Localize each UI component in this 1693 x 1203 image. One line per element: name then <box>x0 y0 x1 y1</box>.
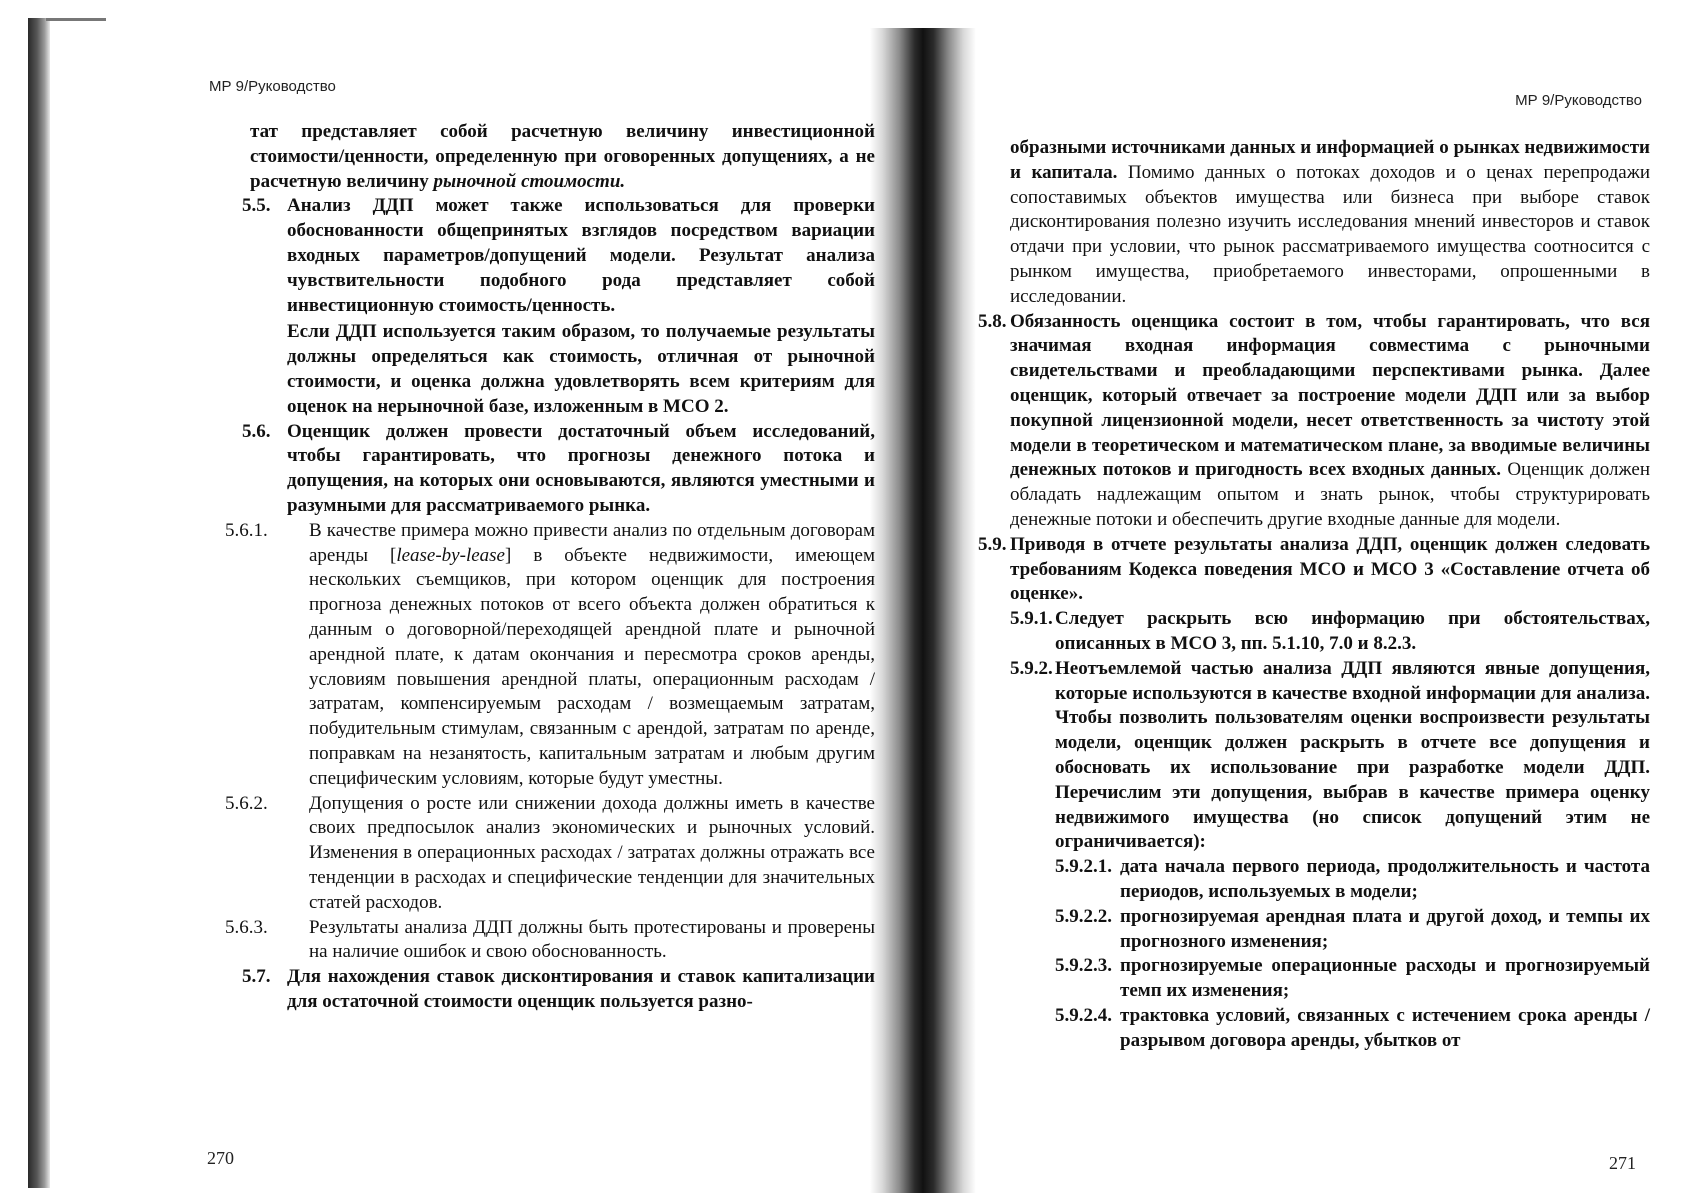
continued-paragraph <box>205 120 875 194</box>
scan-corner-mark <box>46 18 106 21</box>
section-5-6 <box>205 420 875 519</box>
section-text-rest: ] в объекте недвижимости, имеющем нескольких съемщиков, при котором оценщик для построения прогноза денежных потоков от всего объекта должен обратиться к данным о договорной/переходящей арендной плате и рыночной арендной плате, к датам окончания и пересмотра сроков аренды, условиям повышения арендной платы, операционным расходам / затратам, компенсируемым расходам / возмещаемым затратам, побудительным стимулам, связанным с арендой, затратам по аренде, поправкам на незанятость, капитальным затратам и любым другим специфическим условиям, которые будут уместны. <box>309 544 875 789</box>
paragraph-text: Помимо данных о потоках доходов и о ценах перепродажи сопоставимых объектов имущества или бизнеса при выборе ставок дисконтирования полезно изучить исследования мнений инвесторов и ставок отдачи при условии, что рынок рассматриваемого имущества соотносится с рынком имущества, приобретаемого инвесторами, опрошенными в исследовании. <box>1010 161 1650 307</box>
section-number: 5.9.2.1. <box>1055 856 1112 878</box>
section-number: 5.6.3. <box>225 916 268 938</box>
section-number: 5.7. <box>242 966 271 988</box>
section-5-7 <box>205 965 875 1015</box>
section-5-9 <box>978 533 1650 607</box>
section-5-9-2-2 <box>1010 905 1650 955</box>
section-number: 5.5. <box>242 195 271 217</box>
running-head: МР 9/Руководство <box>209 78 336 95</box>
section-text: В качестве примера можно привести анализ по отдельным договорам аренды [ <box>309 519 875 566</box>
section-text: Неотъемлемой частью анализа ДДП являются явные допущения, которые используются в качестве входной информации для анализа. Чтобы позволить пользователям оценки воспроизвести результаты модели, оценщик должен раскрыть в отчете все допущения и обосновать их использование при разработке модели ДДП. Перечислим эти допущения, выбрав в качестве примера оценку недвижимого имущества (но список допущений этим не ограничивается): <box>1055 657 1650 853</box>
left-page-body <box>205 120 875 1015</box>
right-page-body <box>978 136 1650 1053</box>
section-5-5 <box>205 194 875 419</box>
section-text-bold: Обязанность оценщика состоит в том, чтобы гарантировать, что вся значимая входная информация совместима с рыночными свидетельствами и преобладающими перспективами рынка. Далее оценщик, который отвечает за построение модели ДДП или за выбор покупной лицензионной модели, несет ответственность за чистоту этой модели в теоретическом и математическом плане, за вводимые величины денежных потоков и пригодность всех входных данных. <box>1010 310 1650 481</box>
section-number: 5.6.1. <box>225 519 268 541</box>
section-text: Следует раскрыть всю информацию при обстоятельствах, описанных в МСО 3, пп. 5.1.10, 7.0 и 8.2.3. <box>1055 608 1650 654</box>
section-number: 5.9.2.4. <box>1055 1004 1112 1026</box>
section-text: прогнозируемые операционные расходы и прогнозируемый темп их изменения; <box>1120 955 1650 1002</box>
continued-paragraph <box>1010 136 1650 310</box>
section-number: 5.8. <box>978 310 1007 332</box>
section-number: 5.9. <box>978 533 1007 555</box>
right-page <box>978 0 1650 1203</box>
section-5-6-1 <box>205 519 875 792</box>
section-5-6-2 <box>205 792 875 916</box>
page-number: 271 <box>1609 1153 1636 1173</box>
section-number: 5.9.2. <box>1010 657 1053 679</box>
section-number: 5.9.2.3. <box>1055 955 1112 977</box>
section-text: Оценщик должен обладать надлежащим опытом и знать рынок, чтобы структурировать денежные потоки и обеспечить другие входные данные для модели. <box>1010 459 1650 530</box>
section-5-6-3 <box>205 916 875 966</box>
section-text: Допущения о росте или снижении дохода должны иметь в качестве своих предпосылок анализ экономических и рыночных условий. Изменения в операционных расходах / затратах должны отражать все тенденции в расходах и специфические тенденции для значительных статей расходов. <box>309 792 875 913</box>
section-number: 5.6. <box>242 420 271 442</box>
book-gutter-shadow <box>870 28 976 1193</box>
section-text: прогнозируемая арендная плата и другой доход, и темпы их прогнозного изменения; <box>1120 905 1650 952</box>
section-text: Для нахождения ставок дисконтирования и ставок капитализации для остаточной стоимости оценщик пользуется разно- <box>287 966 875 1012</box>
scan-edge-shadow <box>28 18 50 1188</box>
section-number: 5.6.2. <box>225 792 268 814</box>
section-5-9-1 <box>1010 607 1650 657</box>
italic-term: lease-by-lease <box>396 544 505 566</box>
section-text-continued: Если ДДП используется таким образом, то получаемые результаты должны определяться как стоимость, отличная от рыночной стоимости, и оценка должна удовлетворять всем критериям для оценок на нерыночной базе, изложенным в МСО 2. <box>287 321 875 417</box>
running-head: МР 9/Руководство <box>1515 92 1642 109</box>
section-5-9-2-3 <box>1010 954 1650 1004</box>
left-page <box>205 0 875 1203</box>
section-text: трактовка условий, связанных с истечением срока аренды / разрывом договора аренды, убытков от <box>1120 1004 1650 1051</box>
section-number: 5.9.2.2. <box>1055 905 1112 927</box>
paragraph-text-bold: образными источниками данных и информацией о рынках недвижимости и капитала. <box>1010 137 1650 183</box>
section-5-9-2-1 <box>1010 855 1650 905</box>
section-text: дата начала первого периода, продолжительность и частота периодов, используемых в модели; <box>1120 856 1650 902</box>
section-text: Результаты анализа ДДП должны быть протестированы и проверены на наличие ошибок и свою обоснованность. <box>309 916 875 963</box>
section-text: Приводя в отчете результаты анализа ДДП, оценщик должен следовать требованиям Кодекса поведения МСО и МСО 3 «Составление отчета об оценке». <box>1010 533 1650 605</box>
page-number: 270 <box>207 1148 234 1168</box>
section-5-9-2-4 <box>1010 1004 1650 1054</box>
section-number: 5.9.1. <box>1010 608 1053 630</box>
section-text: Оценщик должен провести достаточный объем исследований, чтобы гарантировать, что прогнозы денежного потока и допущения, на которых они основываются, являются уместными и разумными для рассматриваемого рынка. <box>287 420 875 516</box>
section-text: Анализ ДДП может также использоваться для проверки обоснованности общепринятых взглядов посредством вариации входных параметров/допущений модели. Результат анализа чувствительности подобного рода представляет собой инвестиционную стоимость/ценность. <box>287 195 875 316</box>
paragraph-text: тат представляет собой расчетную величину инвестиционной стоимости/ценности, определенную при оговоренных допущениях, а не расчетную величину <box>250 121 875 192</box>
section-5-8 <box>978 310 1650 533</box>
italic-term: рыночной стоимости. <box>433 170 626 192</box>
section-5-9-2 <box>1010 657 1650 855</box>
